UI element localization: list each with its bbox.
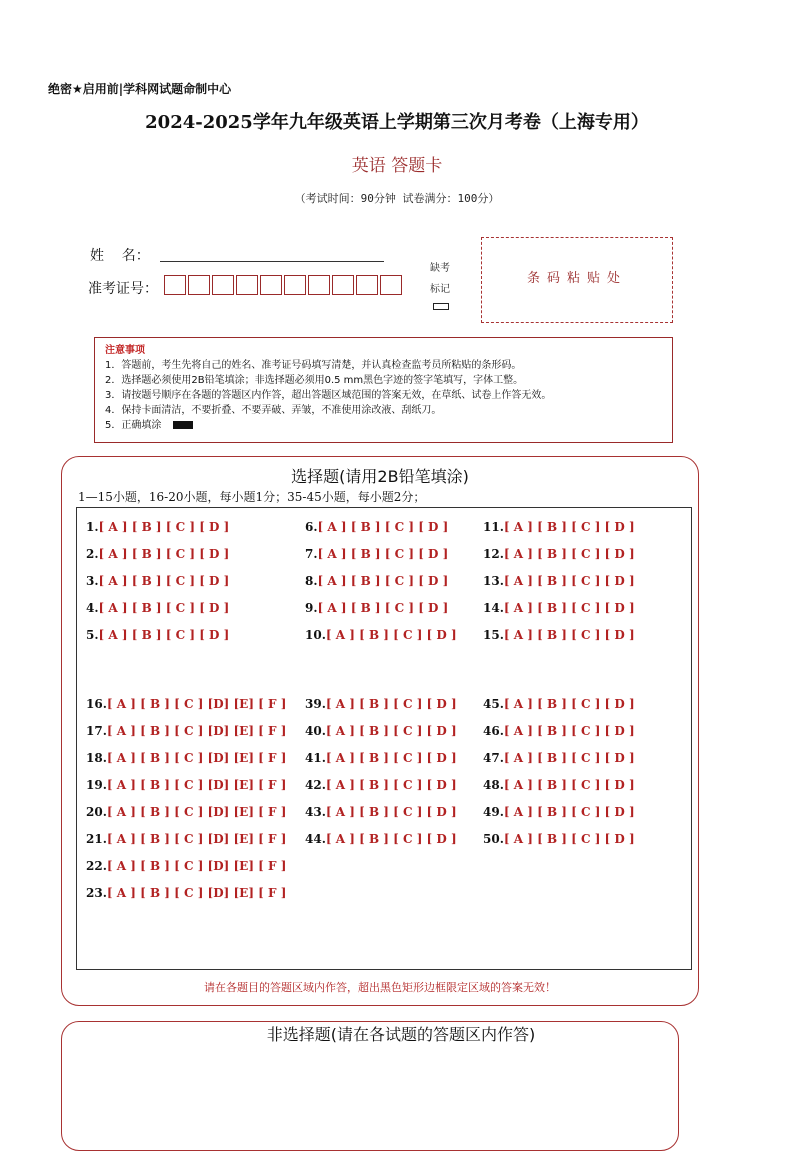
answer-options[interactable]: [ A ] [ B ] [ C ] [ D ] [317, 574, 449, 588]
answer-options[interactable]: [ A ] [ B ] [ C ] [D] [E] [ F ] [106, 886, 287, 900]
question-row [305, 574, 448, 588]
exam-id-boxes [164, 275, 404, 295]
notice-item: 5．正确填涂 [105, 420, 162, 431]
question-row [86, 886, 286, 900]
choice-section-warning: 请在各题目的答题区域内作答，超出黑色矩形边框限定区域的答案无效！ [204, 981, 556, 994]
exam-id-digit-box[interactable] [308, 275, 330, 295]
exam-id-digit-box[interactable] [212, 275, 234, 295]
filled-bubble-sample [173, 421, 193, 429]
exam-time-info: （考试时间：90分钟 试卷满分：100分） [294, 192, 500, 205]
question-number: 47. [483, 751, 504, 765]
question-number: 22. [86, 859, 107, 873]
exam-id-digit-box[interactable] [188, 275, 210, 295]
answer-options[interactable]: [ A ] [ B ] [ C ] [ D ] [503, 520, 635, 534]
question-row [483, 628, 635, 642]
exam-id-digit-box[interactable] [284, 275, 306, 295]
question-row [305, 751, 457, 765]
question-row [305, 832, 457, 846]
notice-item: 1．答题前，考生先将自己的姓名、准考证号码填写清楚，并认真检查监考员所粘贴的条形码。 [105, 360, 522, 371]
question-number: 14. [483, 601, 504, 615]
answer-options[interactable]: [ A ] [ B ] [ C ] [D] [E] [ F ] [106, 778, 287, 792]
question-number: 42. [305, 778, 326, 792]
question-number: 10. [305, 628, 326, 642]
answer-options[interactable]: [ A ] [ B ] [ C ] [D] [E] [ F ] [106, 832, 287, 846]
absent-mark-label-2: 标记 [430, 284, 450, 295]
barcode-label: 条码粘贴处 [526, 271, 627, 286]
question-number: 4. [86, 601, 99, 615]
notice-item: 2．选择题必须使用2B铅笔填涂；非选择题必须用0.5 mm黑色字迹的签字笔填写，字体工整。 [105, 375, 524, 386]
answer-options[interactable]: [ A ] [ B ] [ C ] [ D ] [317, 601, 449, 615]
answer-options[interactable]: [ A ] [ B ] [ C ] [ D ] [317, 520, 449, 534]
choice-section-title: 选择题(请用2B铅笔填涂) [291, 467, 469, 486]
question-number: 41. [305, 751, 326, 765]
question-row [483, 547, 635, 561]
notice-item: 4．保持卡面清洁，不要折叠、不要弄破、弄皱，不准使用涂改液、刮纸刀。 [105, 405, 442, 416]
question-row [305, 697, 457, 711]
exam-id-label: 准考证号： [88, 281, 158, 297]
answer-options[interactable]: [ A ] [ B ] [ C ] [ D ] [503, 778, 635, 792]
answer-options[interactable]: [ A ] [ B ] [ C ] [ D ] [98, 601, 230, 615]
question-row [305, 724, 457, 738]
answer-options[interactable]: [ A ] [ B ] [ C ] [D] [E] [ F ] [106, 724, 287, 738]
question-row [86, 859, 286, 873]
answer-options[interactable]: [ A ] [ B ] [ C ] [ D ] [317, 547, 449, 561]
question-row [483, 697, 635, 711]
answer-options[interactable]: [ A ] [ B ] [ C ] [D] [E] [ F ] [106, 859, 287, 873]
question-number: 8. [305, 574, 318, 588]
answer-options[interactable]: [ A ] [ B ] [ C ] [ D ] [98, 574, 230, 588]
exam-id-digit-box[interactable] [356, 275, 378, 295]
question-number: 48. [483, 778, 504, 792]
question-number: 13. [483, 574, 504, 588]
question-number: 40. [305, 724, 326, 738]
question-row [483, 574, 635, 588]
exam-title: 2024-2025学年九年级英语上学期第三次月考卷（上海专用） [145, 112, 649, 133]
question-row [86, 724, 286, 738]
exam-id-digit-box[interactable] [260, 275, 282, 295]
confidential-label: 绝密★启用前|学科网试题命制中心 [48, 82, 232, 96]
question-row [483, 751, 635, 765]
question-row [86, 697, 286, 711]
question-number: 23. [86, 886, 107, 900]
answer-options[interactable]: [ A ] [ B ] [ C ] [ D ] [325, 751, 457, 765]
question-number: 20. [86, 805, 107, 819]
question-number: 46. [483, 724, 504, 738]
answer-options[interactable]: [ A ] [ B ] [ C ] [ D ] [503, 697, 635, 711]
question-row [305, 520, 448, 534]
exam-id-digit-box[interactable] [332, 275, 354, 295]
exam-id-digit-box[interactable] [380, 275, 402, 295]
question-number: 45. [483, 697, 504, 711]
answer-options[interactable]: [ A ] [ B ] [ C ] [ D ] [325, 778, 457, 792]
question-row [86, 574, 229, 588]
answer-options[interactable]: [ A ] [ B ] [ C ] [ D ] [503, 805, 635, 819]
absent-mark-label: 缺考 [430, 263, 450, 274]
question-number: 9. [305, 601, 318, 615]
question-number: 1. [86, 520, 99, 534]
question-number: 15. [483, 628, 504, 642]
answer-options[interactable]: [ A ] [ B ] [ C ] [ D ] [503, 724, 635, 738]
answer-options[interactable]: [ A ] [ B ] [ C ] [ D ] [503, 574, 635, 588]
question-row [305, 547, 448, 561]
question-number: 5. [86, 628, 99, 642]
answer-options[interactable]: [ A ] [ B ] [ C ] [D] [E] [ F ] [106, 697, 287, 711]
notice-item-fill-sample-row [105, 418, 662, 433]
answer-options[interactable]: [ A ] [ B ] [ C ] [ D ] [325, 628, 457, 642]
answer-options[interactable]: [ A ] [ B ] [ C ] [ D ] [98, 628, 230, 642]
question-number: 16. [86, 697, 107, 711]
answer-options[interactable]: [ A ] [ B ] [ C ] [ D ] [503, 601, 635, 615]
question-number: 44. [305, 832, 326, 846]
answer-sheet-subtitle: 英语 答题卡 [351, 156, 443, 176]
answer-options[interactable]: [ A ] [ B ] [ C ] [ D ] [325, 832, 457, 846]
notice-item: 3．请按题号顺序在各题的答题区内作答，超出答题区域范围的答案无效，在草纸、试卷上作答无效。 [105, 390, 552, 401]
exam-id-digit-box[interactable] [164, 275, 186, 295]
question-row [86, 832, 286, 846]
answer-options[interactable]: [ A ] [ B ] [ C ] [ D ] [98, 547, 230, 561]
answer-options[interactable]: [ A ] [ B ] [ C ] [ D ] [98, 520, 230, 534]
answer-options[interactable]: [ A ] [ B ] [ C ] [ D ] [325, 805, 457, 819]
question-number: 6. [305, 520, 318, 534]
question-number: 12. [483, 547, 504, 561]
question-number: 21. [86, 832, 107, 846]
answer-options[interactable]: [ A ] [ B ] [ C ] [ D ] [503, 628, 635, 642]
question-number: 18. [86, 751, 107, 765]
question-row [86, 601, 229, 615]
question-number: 19. [86, 778, 107, 792]
notice-title: 注意事项 [105, 345, 145, 356]
answer-options[interactable]: [ A ] [ B ] [ C ] [D] [E] [ F ] [106, 751, 287, 765]
question-row [483, 832, 635, 846]
answer-options[interactable]: [ A ] [ B ] [ C ] [D] [E] [ F ] [106, 805, 287, 819]
answer-options[interactable]: [ A ] [ B ] [ C ] [ D ] [325, 697, 457, 711]
question-number: 2. [86, 547, 99, 561]
name-field[interactable] [160, 260, 384, 262]
choice-section-scoring-note: 1—15小题，16-20小题，每小题1分；35-45小题，每小题2分； [78, 490, 426, 504]
question-number: 49. [483, 805, 504, 819]
question-row [305, 778, 457, 792]
absent-mark-box[interactable] [433, 303, 449, 310]
question-number: 7. [305, 547, 318, 561]
answer-options[interactable]: [ A ] [ B ] [ C ] [ D ] [325, 724, 457, 738]
answer-options[interactable]: [ A ] [ B ] [ C ] [ D ] [503, 751, 635, 765]
question-row [86, 628, 229, 642]
question-row [86, 520, 229, 534]
question-number: 17. [86, 724, 107, 738]
question-number: 39. [305, 697, 326, 711]
question-row [86, 805, 286, 819]
question-row [483, 520, 635, 534]
question-number: 50. [483, 832, 504, 846]
question-number: 11. [483, 520, 504, 534]
exam-id-digit-box[interactable] [236, 275, 258, 295]
question-row [86, 751, 286, 765]
answer-options[interactable]: [ A ] [ B ] [ C ] [ D ] [503, 547, 635, 561]
notice-box [94, 337, 673, 443]
question-row [305, 601, 448, 615]
name-label: 姓 名： [90, 248, 150, 264]
question-row [86, 547, 229, 561]
question-row [483, 724, 635, 738]
question-row [305, 805, 457, 819]
question-row [305, 628, 457, 642]
non-choice-section-title: 非选择题(请在各试题的答题区内作答) [266, 1025, 536, 1044]
question-number: 3. [86, 574, 99, 588]
question-row [483, 601, 635, 615]
question-row [483, 778, 635, 792]
answer-options[interactable]: [ A ] [ B ] [ C ] [ D ] [503, 832, 635, 846]
question-row [86, 778, 286, 792]
question-row [483, 805, 635, 819]
question-number: 43. [305, 805, 326, 819]
